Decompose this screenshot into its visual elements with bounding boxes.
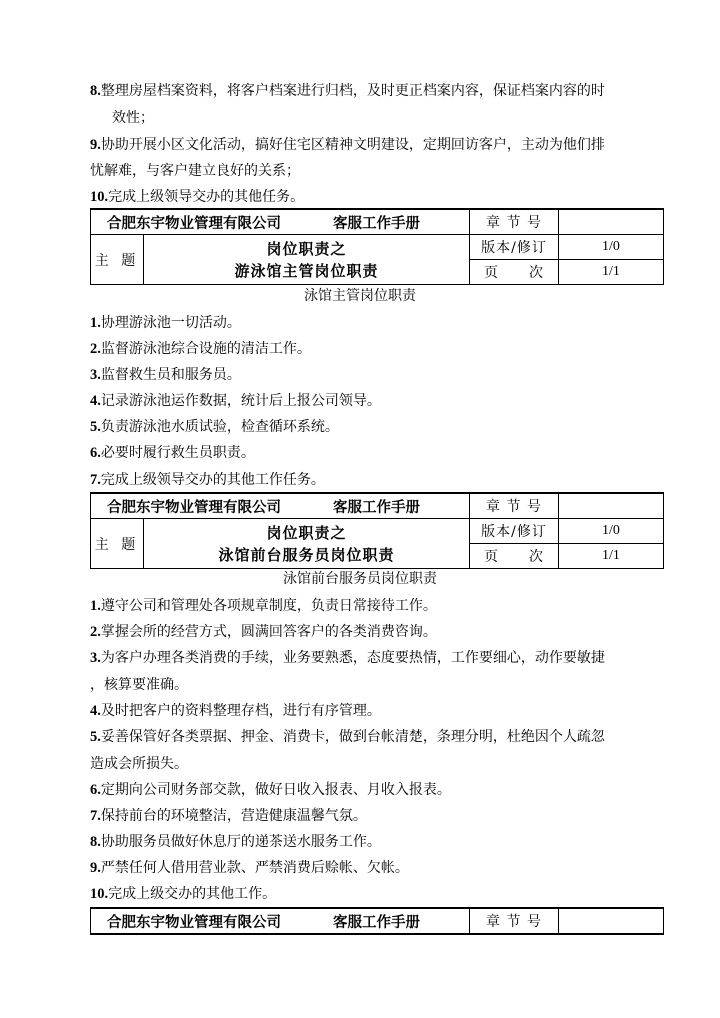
chapter-label: 章 节 号	[470, 209, 559, 235]
list-item: 6.定期向公司财务部交款，做好日收入报表、月收入报表。	[90, 782, 451, 798]
manual-name: 客服工作手册	[333, 214, 420, 232]
manual-name: 客服工作手册	[333, 498, 420, 516]
list-item: 9.协助开展小区文化活动，搞好住宅区精神文明建设，定期回访客户，主动为他们排	[90, 137, 605, 153]
list-item: 10.完成上级领导交办的其他任务。	[90, 189, 305, 205]
manual-name: 客服工作手册	[333, 913, 420, 931]
list-item: 7.完成上级领导交办的其他工作任务。	[90, 472, 325, 488]
subject-title	[144, 235, 470, 285]
version-value: 1/0	[559, 235, 664, 260]
chapter-label: 章 节 号	[470, 908, 559, 934]
company-manual-cell	[91, 493, 470, 519]
header-table	[90, 492, 664, 569]
list-item: 4.记录游泳池运作数据，统计后上报公司领导。	[90, 393, 381, 409]
list-item: 3.为客户办理各类消费的手续，业务要熟悉，态度要热情，工作要细心，动作要敏捷	[90, 650, 605, 666]
version-value: 1/0	[559, 519, 664, 544]
subject-label: 主 题	[91, 519, 144, 569]
version-label: 版本/修订	[470, 519, 559, 544]
list-item: 5.负责游泳池水质试验，检查循环系统。	[90, 419, 339, 435]
list-item-continuation: ，核算要准确。	[90, 677, 188, 693]
list-item: 5.妥善保管好各类票据、押金、消费卡，做到台帐清楚，条理分明，杜绝因个人疏忽	[90, 729, 605, 745]
title-line-1: 岗位职责之	[266, 523, 347, 542]
chapter-value	[559, 209, 664, 235]
page-value: 1/1	[559, 260, 664, 285]
list-item: 4.及时把客户的资料整理存档，进行有序管理。	[90, 703, 381, 719]
page-value: 1/1	[559, 544, 664, 569]
list-item: 9.严禁任何人借用营业款、严禁消费后赊帐、欠帐。	[90, 860, 409, 876]
list-item-continuation: 忧解难，与客户建立良好的关系；	[90, 163, 300, 179]
company-name: 合肥东宇物业管理有限公司	[107, 214, 281, 232]
header-table	[90, 208, 664, 285]
header-table	[90, 907, 664, 935]
subject-title	[144, 519, 470, 569]
subject-label: 主 题	[91, 235, 144, 285]
section-heading: 泳馆前台服务员岗位职责	[283, 571, 437, 587]
version-label: 版本/修订	[470, 235, 559, 260]
list-item: 3.监督救生员和服务员。	[90, 367, 241, 383]
title-line-2: 游泳馆主管岗位职责	[234, 261, 379, 280]
chapter-value	[559, 493, 664, 519]
title-line-2: 泳馆前台服务员岗位职责	[218, 545, 395, 564]
title-line-1: 岗位职责之	[266, 239, 347, 258]
chapter-value	[559, 908, 664, 934]
list-item-continuation: 效性；	[112, 110, 154, 126]
list-item: 2.监督游泳池综合设施的清洁工作。	[90, 341, 311, 357]
list-item: 1.协理游泳池一切活动。	[90, 315, 241, 331]
list-item: 6.必要时履行救生员职责。	[90, 445, 255, 461]
list-item: 10.完成上级交办的其他工作。	[90, 886, 277, 902]
chapter-label: 章 节 号	[470, 493, 559, 519]
list-item: 2.掌握会所的经营方式，圆满回答客户的各类消费咨询。	[90, 624, 437, 640]
section-heading: 泳馆主管岗位职责	[304, 288, 416, 304]
list-item: 8.协助服务员做好休息厅的递茶送水服务工作。	[90, 834, 381, 850]
page-label: 页 次	[470, 544, 559, 569]
list-item: 1.遵守公司和管理处各项规章制度，负责日常接待工作。	[90, 598, 437, 614]
list-item: 7.保持前台的环境整洁，营造健康温馨气氛。	[90, 808, 367, 824]
company-name: 合肥东宇物业管理有限公司	[107, 913, 281, 931]
list-item-continuation: 造成会所损失。	[90, 756, 188, 772]
page-label: 页 次	[470, 260, 559, 285]
list-item: 8.整理房屋档案资料，将客户档案进行归档，及时更正档案内容，保证档案内容的时	[90, 83, 605, 99]
company-manual-cell	[91, 209, 470, 235]
company-name: 合肥东宇物业管理有限公司	[107, 498, 281, 516]
company-manual-cell	[91, 908, 470, 934]
